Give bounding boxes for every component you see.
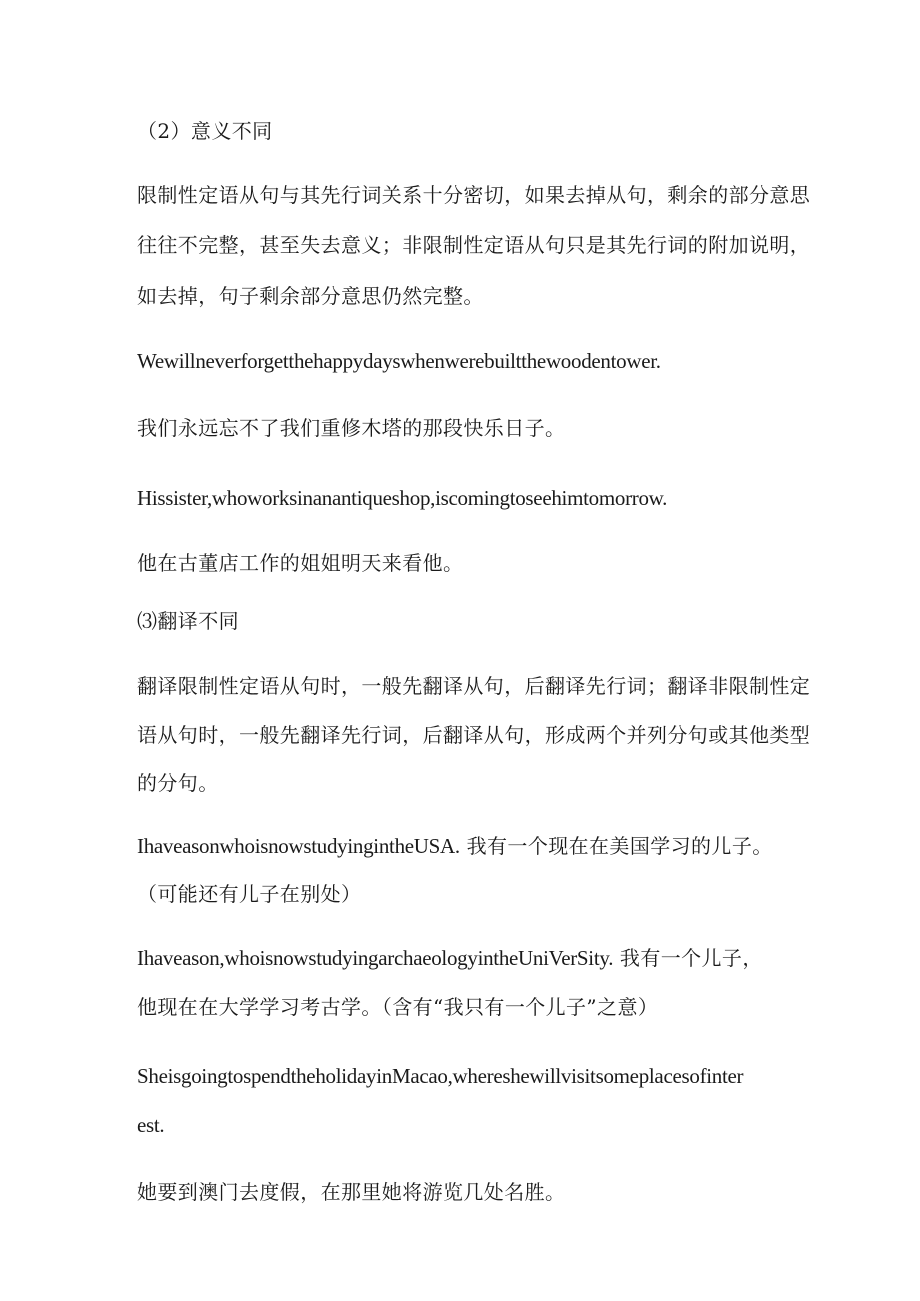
paragraph-line: 往往不完整，甚至失去意义；非限制性定语从句只是其先行词的附加说明， (137, 233, 811, 257)
example-sentence-chinese: 他现在在大学学习考古学。（含有“我只有一个儿子”之意） (137, 995, 659, 1019)
example-sentence-mixed (137, 833, 773, 859)
example-sentence-chinese: 我有一个现在在美国学习的儿子。 (466, 834, 773, 858)
paragraph-line: 语从句时，一般先翻译先行词，后翻译从句，形成两个并列分句或其他类型 (137, 723, 811, 747)
section-heading-meaning: （2）意义不同 (137, 119, 273, 143)
example-sentence-english: Hissister,whoworksinanantiqueshop,iscomingtoseehimtomorrow. (137, 486, 668, 510)
example-sentence-chinese: 我有一个儿子， (619, 946, 763, 970)
section-heading-translation: ⑶翻译不同 (137, 609, 239, 633)
example-sentence-english: Ihaveason,whoisnowstudyingarchaeologyintheUniVerSity. (137, 946, 614, 970)
example-sentence-chinese: 我们永远忘不了我们重修木塔的那段快乐日子。 (137, 416, 566, 440)
example-sentence-english: SheisgoingtospendtheholidayinMacao,whereshewillvisitsomeplacesofinter (137, 1064, 744, 1088)
example-sentence-chinese: 他在古董店工作的姐姐明天来看他。 (137, 551, 464, 575)
paragraph-line: 翻译限制性定语从句时，一般先翻译从句，后翻译先行词；翻译非限制性定 (137, 674, 811, 698)
example-sentence-chinese: 她要到澳门去度假，在那里她将游览几处名胜。 (137, 1180, 566, 1204)
example-note: （可能还有儿子在别处） (137, 882, 362, 906)
paragraph-line: 的分句。 (137, 771, 219, 795)
example-sentence-english: Wewillneverforgetthehappydayswhenwerebuiltthewoodentower. (137, 349, 661, 373)
example-sentence-mixed (137, 945, 763, 971)
paragraph-line: 如去掉，句子剩余部分意思仍然完整。 (137, 284, 484, 308)
paragraph-line: 限制性定语从句与其先行词关系十分密切，如果去掉从句，剩余的部分意思 (137, 183, 811, 207)
example-sentence-english: IhaveasonwhoisnowstudyingintheUSA. (137, 834, 460, 858)
example-sentence-english: est. (137, 1113, 165, 1137)
